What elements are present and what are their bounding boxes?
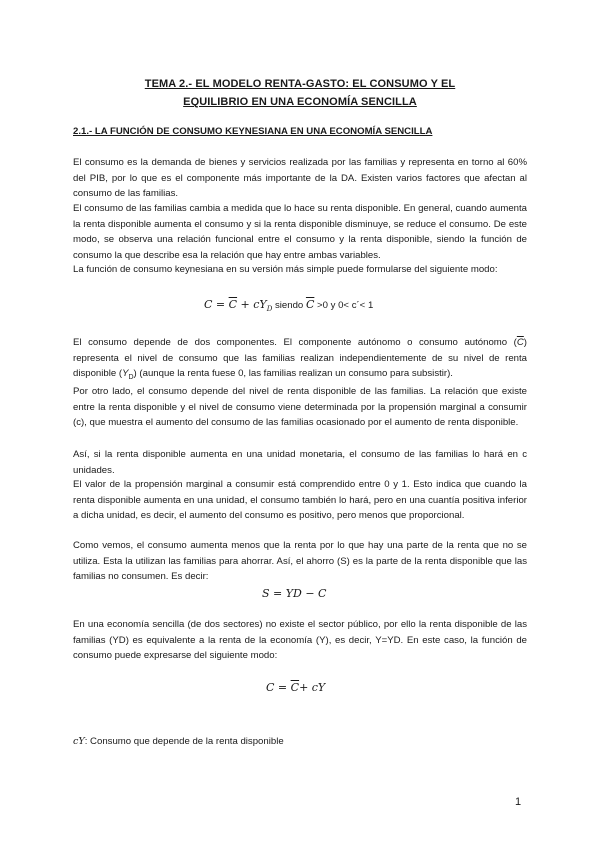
paragraph-8: Como vemos, el consumo aumenta menos que la renta por lo que hay una parte de la renta que no se utiliza. Esta la utilizan las familias para ahorrar. Así, el ahorro (S) es la parte de la renta disponible que las familias no consumen. Es decir:: [73, 540, 527, 582]
paragraph-4-part-a: El consumo depende de dos componentes. El componente autónomo o consumo autónomo (: [73, 337, 517, 348]
eq3-lhs: C =: [266, 681, 291, 694]
cy-definition: : Consumo que depende de la renta disponible: [84, 736, 284, 747]
page-title-line-2: EQUILIBRIO EN UNA ECONOMÍA SENCILLA: [183, 96, 417, 108]
eq1-autonomous-consumption: $\overline{C}$: [228, 298, 238, 311]
simple-economy-consumption-equation: [266, 681, 325, 694]
eq1-subscript: D: [266, 305, 273, 314]
eq1-mid: + cY: [237, 298, 267, 311]
eq1-lhs: C =: [204, 298, 229, 311]
paragraph-10: [73, 734, 527, 750]
page-number: 1: [515, 796, 522, 808]
paragraph-6: Así, si la renta disponible aumenta en una unidad monetaria, el consumo de las familias lo hará en c unidades.: [73, 449, 527, 476]
eq1-autonomous-consumption-2: $\overline{C}$: [305, 298, 315, 311]
paragraph-1: El consumo es la demanda de bienes y servicios realizada por las familias y representa en torno al 60% del PIB, por lo que es el componente más importante de la DA. Existen varios factores que afectan al consumo de las familias.: [73, 157, 527, 199]
eq3-tail: + cY: [299, 681, 326, 694]
paragraph-2: El consumo de las familias cambia a medida que lo hace su renta disponible. En general, cuando aumenta la renta disponible aumenta el consumo y si la renta disponible disminuye, se reduce el consumo. De este modo, se observa una relación funcional entre el consumo y la renta disponible, siendo la función de consumo la que describe esa la relación que hay entre ambas variables.: [73, 203, 527, 261]
section-heading: 2.1.- LA FUNCIÓN DE CONSUMO KEYNESIANA EN UNA ECONOMÍA SENCILLA: [73, 126, 433, 137]
eq3-autonomous-consumption: $\overline{C}$: [290, 681, 300, 694]
consumption-function-equation: [204, 298, 373, 313]
paragraph-4-part-c: ) (aunque la renta fuese 0, las familias realizan un consumo para subsistir).: [133, 368, 453, 379]
inline-disposable-income: Y: [122, 368, 129, 379]
inline-autonomous-consumption: $\overline{C}$: [516, 337, 524, 348]
inline-disposable-income-subscript: D: [128, 373, 134, 381]
eq1-text: siendo: [272, 300, 306, 311]
paragraph-5: Por otro lado, el consumo depende del nivel de renta disponible de las familias. La relación que existe entre la renta disponible y el nivel de consumo viene determinada por la propensión marginal a consumir (c), que muestra el aumento del consumo de las familias ocasionado por el aumento de renta disponible.: [73, 386, 527, 428]
paragraph-4-part-b: ) representa el nivel de consumo que las familias realizan independientemente de su nivel de renta disponible (: [73, 337, 527, 379]
paragraph-9: En una economía sencilla (de dos sectores) no existe el sector público, por ello la renta disponible de las familias (YD) es equivalente a la renta de la economía (Y), es decir, Y=YD. En este caso, la función de consumo puede expresarse del siguiente modo:: [73, 619, 527, 661]
savings-equation: S = YD − C: [262, 587, 327, 600]
paragraph-7: El valor de la propensión marginal a consumir está comprendido entre 0 y 1. Esto indica que cuando la renta disponible aumenta en una unidad, el consumo también lo hará, pero en una cuantía positiva inferior a dicha unidad, es decir, el aumento del consumo es positivo, pero menos que proporcional.: [73, 479, 527, 521]
cy-term: cY: [73, 736, 85, 747]
eq1-tail: >0 y 0< c´< 1: [314, 300, 374, 311]
page-title-line-1: TEMA 2.- EL MODELO RENTA-GASTO: EL CONSUMO Y EL: [144, 78, 456, 90]
paragraph-3: La función de consumo keynesiana en su versión más simple puede formularse del siguiente modo:: [73, 264, 498, 275]
paragraph-4: [73, 335, 527, 385]
